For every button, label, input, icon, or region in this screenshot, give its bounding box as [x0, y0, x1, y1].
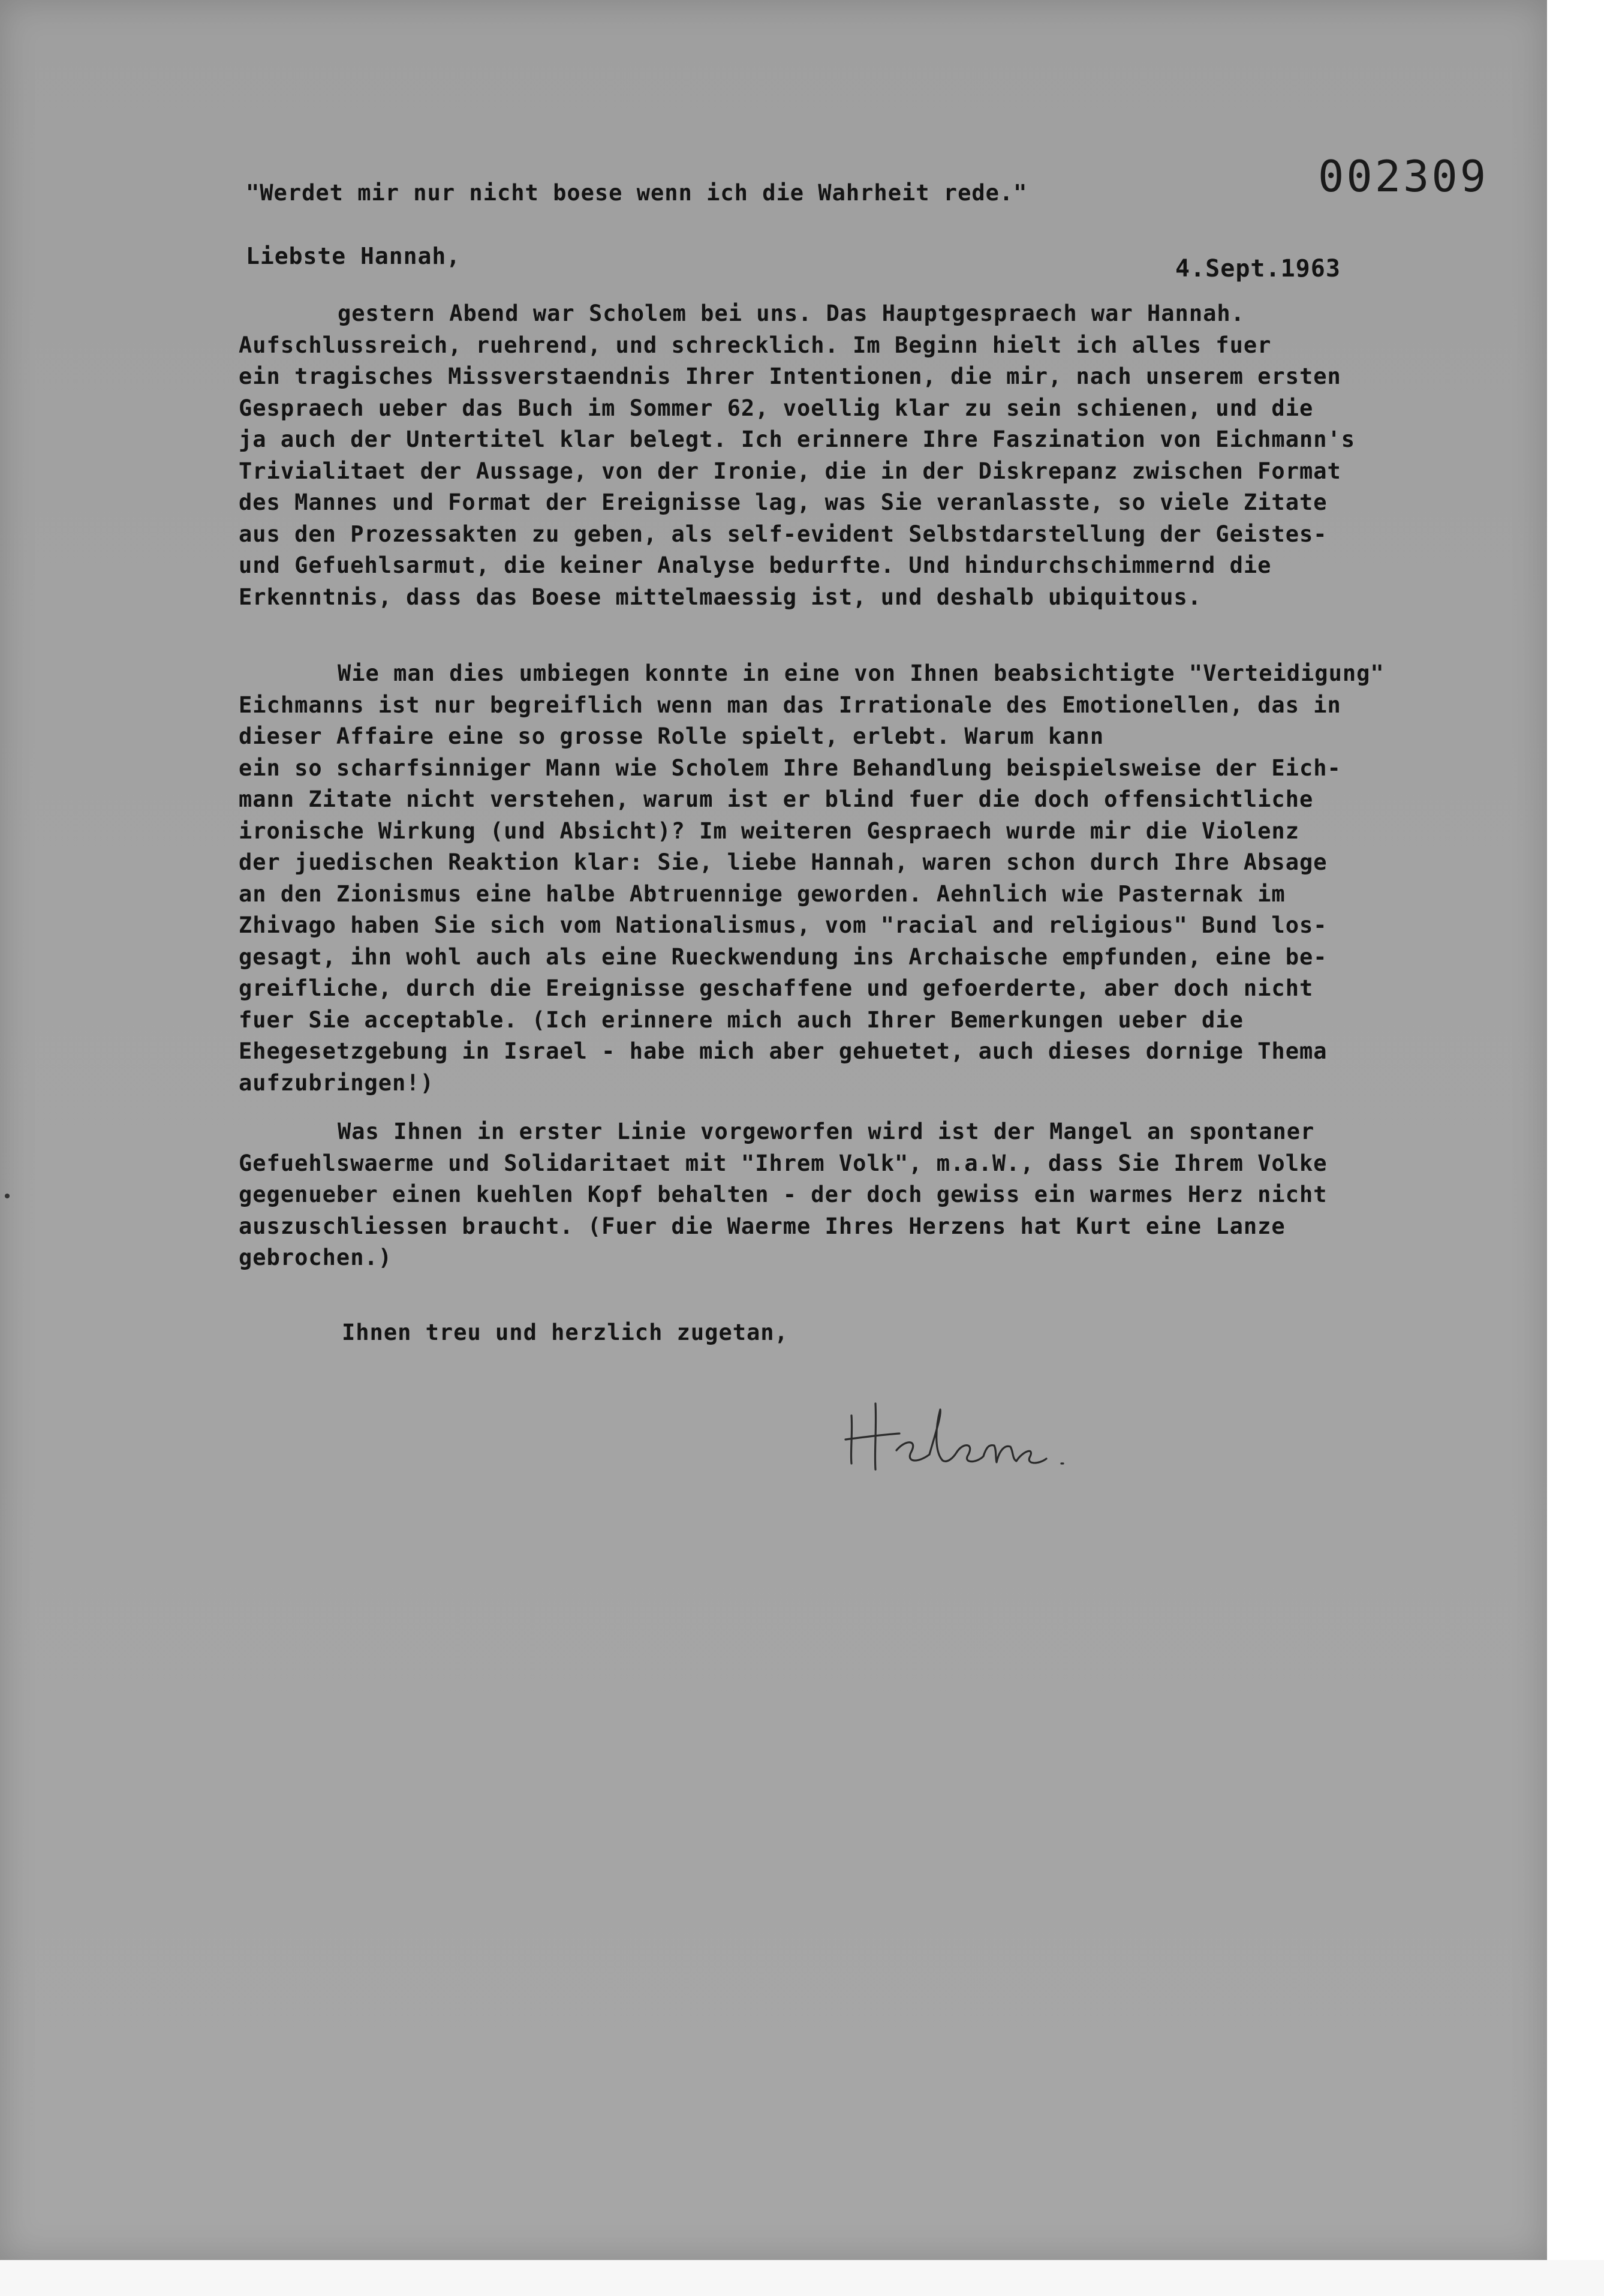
- text-line: Zhivago haben Sie sich vom Nationalismus, vom "racial and religious" Bund los-: [239, 912, 1328, 938]
- text-line: ja auch der Untertitel klar belegt. Ich erinnere Ihre Faszination von Eichmann's: [239, 426, 1356, 452]
- text-line: gegenueber einen kuehlen Kopf behalten - der doch gewiss ein warmes Herz nicht: [239, 1182, 1328, 1207]
- text-line: Erkenntnis, dass das Boese mittelmaessig ist, und deshalb ubiquitous.: [239, 584, 1202, 610]
- text-line: dieser Affaire eine so grosse Rolle spielt, erlebt. Warum kann: [239, 723, 1105, 749]
- text-line: an den Zionismus eine halbe Abtruennige geworden. Aehnlich wie Pasternak im: [239, 880, 1286, 907]
- text-line: und Gefuehlsarmut, die keiner Analyse bedurfte. Und hindurchschimmernd die: [239, 552, 1272, 578]
- text-line: greifliche, durch die Ereignisse geschaffene und gefoerderte, aber doch nicht: [239, 975, 1314, 1001]
- letter-motto: "Werdet mir nur nicht boese wenn ich die Wahrheit rede.": [246, 180, 1028, 206]
- scan-smudge: [5, 1194, 10, 1198]
- letter-paragraph: [239, 658, 1486, 1099]
- text-line: Wie man dies umbiegen konnte in eine von Ihnen beabsichtigte "Verteidigung": [338, 660, 1385, 686]
- text-line: Gespraech ueber das Buch im Sommer 62, voellig klar zu sein schienen, und die: [239, 395, 1314, 421]
- text-line: ironische Wirkung (und Absicht)? Im weiteren Gespraech wurde mir die Violenz: [239, 818, 1299, 844]
- text-line: Gefuehlswaerme und Solidaritaet mit "Ihrem Volk", m.a.W., dass Sie Ihrem Volke: [239, 1150, 1328, 1176]
- text-line: ein so scharfsinniger Mann wie Scholem Ihre Behandlung beispielsweise der Eich-: [239, 755, 1341, 781]
- text-line: mann Zitate nicht verstehen, warum ist er blind fuer die doch offensichtliche: [239, 786, 1314, 812]
- document-number: 002309: [1318, 151, 1489, 202]
- text-line: fuer Sie acceptable. (Ich erinnere mich auch Ihrer Bemerkungen ueber die: [239, 1006, 1244, 1033]
- text-line: gebrochen.): [239, 1245, 393, 1270]
- letter-salutation: Liebste Hannah,: [246, 243, 461, 269]
- handwritten-signature: [839, 1380, 1079, 1475]
- scan-border-bottom: [0, 2260, 1604, 2296]
- text-line: Eichmanns ist nur begreiflich wenn man das Irrationale des Emotionellen, das in: [239, 692, 1341, 718]
- text-line: gestern Abend war Scholem bei uns. Das Hauptgespraech war Hannah.: [338, 300, 1245, 326]
- text-line: Trivialitaet der Aussage, von der Ironie, die in der Diskrepanz zwischen Format: [239, 458, 1341, 484]
- scan-border-right: [1547, 0, 1604, 2296]
- text-line: gesagt, ihn wohl auch als eine Rueckwendung ins Archaische empfunden, eine be-: [239, 943, 1328, 970]
- text-line: der juedischen Reaktion klar: Sie, liebe Hannah, waren schon durch Ihre Absage: [239, 849, 1328, 875]
- text-line: Ehegesetzgebung in Israel - habe mich aber gehuetet, auch dieses dornige Thema: [239, 1038, 1328, 1064]
- text-line: auszuschliessen braucht. (Fuer die Waerme Ihres Herzens hat Kurt eine Lanze: [239, 1213, 1286, 1239]
- text-line: Was Ihnen in erster Linie vorgeworfen wird ist der Mangel an spontaner: [338, 1119, 1315, 1144]
- text-line: aus den Prozessakten zu geben, als self-evident Selbstdarstellung der Geistes-: [239, 521, 1328, 547]
- letter-date: 4.Sept.1963: [1175, 255, 1341, 283]
- letter-closing: Ihnen treu und herzlich zugetan,: [342, 1320, 789, 1345]
- letter-paragraph: [239, 298, 1486, 613]
- text-line: ein tragisches Missverstaendnis Ihrer Intentionen, die mir, nach unserem ersten: [239, 363, 1341, 389]
- letter-paragraph: [239, 1116, 1486, 1274]
- text-line: aufzubringen!): [239, 1069, 434, 1096]
- text-line: Aufschlussreich, ruehrend, und schrecklich. Im Beginn hielt ich alles fuer: [239, 332, 1272, 358]
- text-line: des Mannes und Format der Ereignisse lag, was Sie veranlasste, so viele Zitate: [239, 489, 1328, 515]
